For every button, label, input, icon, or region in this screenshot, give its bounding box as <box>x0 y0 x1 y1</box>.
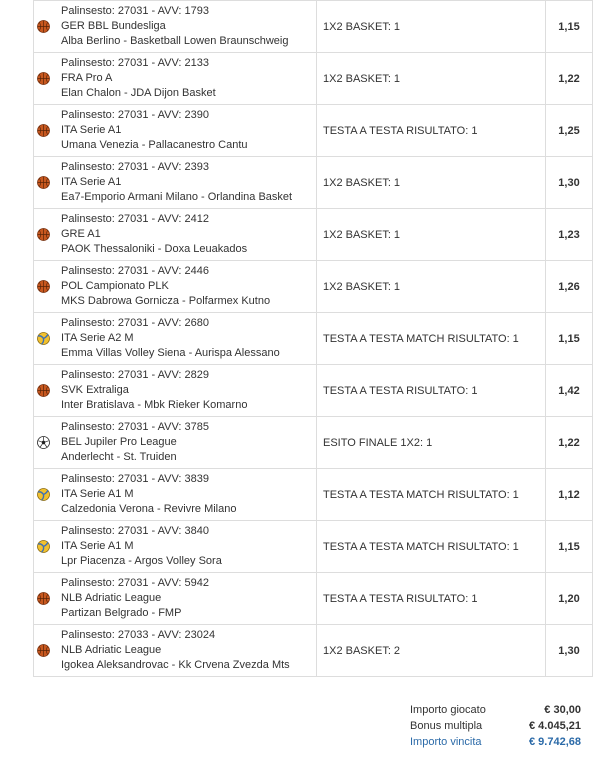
league-text: ITA Serie A2 M <box>61 332 134 344</box>
event-cell <box>34 469 317 521</box>
bet-type-cell <box>317 469 546 521</box>
bet-row <box>34 261 593 313</box>
bet-row <box>34 53 593 105</box>
basketball-icon <box>37 644 50 657</box>
bet-slip-table <box>33 0 593 677</box>
event-cell <box>34 209 317 261</box>
odd-cell <box>546 105 593 157</box>
event-cell <box>34 1 317 53</box>
odd-cell <box>546 469 593 521</box>
bonus-multipla-label: Bonus multipla <box>410 720 483 732</box>
odd-value: 1,15 <box>558 540 580 553</box>
bet-type-text: TESTA A TESTA MATCH RISULTATO: 1 <box>323 332 519 345</box>
odd-cell <box>546 261 593 313</box>
odd-cell <box>546 53 593 105</box>
league-text: GRE A1 <box>61 228 101 240</box>
palinsesto-text: Palinsesto: 27031 - AVV: 2446 <box>61 265 209 277</box>
bet-type-cell <box>317 157 546 209</box>
palinsesto-text: Palinsesto: 27031 - AVV: 5942 <box>61 577 209 589</box>
league-text: SVK Extraliga <box>61 384 129 396</box>
odd-value: 1,20 <box>558 592 580 605</box>
bet-row <box>34 313 593 365</box>
importo-giocato-value: € 30,00 <box>544 704 581 716</box>
bet-row <box>34 417 593 469</box>
bet-row <box>34 157 593 209</box>
bet-type-cell <box>317 365 546 417</box>
odd-value: 1,22 <box>558 436 580 449</box>
importo-vincita-value: € 9.742,68 <box>529 736 581 748</box>
bet-type-text: 1X2 BASKET: 1 <box>323 228 401 241</box>
event-cell <box>34 365 317 417</box>
bet-type-cell <box>317 105 546 157</box>
palinsesto-text: Palinsesto: 27031 - AVV: 2680 <box>61 317 209 329</box>
match-text: Emma Villas Volley Siena - Aurispa Alessano <box>61 347 280 359</box>
league-text: FRA Pro A <box>61 72 113 84</box>
event-cell <box>34 313 317 365</box>
odd-cell <box>546 1 593 53</box>
bet-row <box>34 469 593 521</box>
match-text: Umana Venezia - Pallacanestro Cantu <box>61 139 248 151</box>
basketball-icon <box>37 176 50 189</box>
odd-cell <box>546 313 593 365</box>
bet-type-text: 1X2 BASKET: 1 <box>323 72 401 85</box>
palinsesto-text: Palinsesto: 27031 - AVV: 2412 <box>61 213 209 225</box>
palinsesto-text: Palinsesto: 27031 - AVV: 3785 <box>61 421 209 433</box>
match-text: Ea7-Emporio Armani Milano - Orlandina Basket <box>61 191 293 203</box>
bet-type-text: TESTA A TESTA RISULTATO: 1 <box>323 384 478 397</box>
odd-cell <box>546 417 593 469</box>
bet-type-cell <box>317 521 546 573</box>
match-text: Igokea Aleksandrovac - Kk Crvena Zvezda Mts <box>61 659 290 671</box>
bet-row <box>34 625 593 677</box>
event-cell <box>34 625 317 677</box>
bet-type-text: 1X2 BASKET: 1 <box>323 20 401 33</box>
palinsesto-text: Palinsesto: 27031 - AVV: 2829 <box>61 369 209 381</box>
bet-type-text: 1X2 BASKET: 1 <box>323 176 401 189</box>
bet-type-text: TESTA A TESTA RISULTATO: 1 <box>323 592 478 605</box>
summary-row-vincita <box>410 734 581 750</box>
league-text: POL Campionato PLK <box>61 280 169 292</box>
bet-row <box>34 1 593 53</box>
odd-value: 1,26 <box>558 280 580 293</box>
bet-type-cell <box>317 625 546 677</box>
palinsesto-text: Palinsesto: 27031 - AVV: 3840 <box>61 525 209 537</box>
league-text: ITA Serie A1 <box>61 176 122 188</box>
palinsesto-text: Palinsesto: 27031 - AVV: 1793 <box>61 5 209 17</box>
league-text: GER BBL Bundesliga <box>61 20 166 32</box>
odd-value: 1,30 <box>558 644 580 657</box>
match-text: Alba Berlino - Basketball Lowen Braunschweig <box>61 35 289 47</box>
volleyball-icon <box>37 488 50 501</box>
basketball-icon <box>37 228 50 241</box>
basketball-icon <box>37 20 50 33</box>
league-text: ITA Serie A1 M <box>61 488 134 500</box>
match-text: Calzedonia Verona - Revivre Milano <box>61 503 237 515</box>
league-text: BEL Jupiler Pro League <box>61 436 177 448</box>
bet-row <box>34 573 593 625</box>
match-text: Partizan Belgrado - FMP <box>61 607 182 619</box>
event-cell <box>34 261 317 313</box>
match-text: PAOK Thessaloniki - Doxa Leuakados <box>61 243 248 255</box>
bonus-multipla-value: € 4.045,21 <box>529 720 581 732</box>
bet-type-text: TESTA A TESTA MATCH RISULTATO: 1 <box>323 488 519 501</box>
event-cell <box>34 573 317 625</box>
league-text: ITA Serie A1 M <box>61 540 134 552</box>
bet-type-cell <box>317 261 546 313</box>
bet-row <box>34 105 593 157</box>
odd-cell <box>546 521 593 573</box>
basketball-icon <box>37 592 50 605</box>
bet-type-text: TESTA A TESTA MATCH RISULTATO: 1 <box>323 540 519 553</box>
palinsesto-text: Palinsesto: 27033 - AVV: 23024 <box>61 629 216 641</box>
basketball-icon <box>37 72 50 85</box>
odd-value: 1,15 <box>558 20 580 33</box>
bet-type-text: 1X2 BASKET: 2 <box>323 644 401 657</box>
bet-type-cell <box>317 573 546 625</box>
league-text: ITA Serie A1 <box>61 124 122 136</box>
bet-summary <box>410 702 581 750</box>
match-text: MKS Dabrowa Gornicza - Polfarmex Kutno <box>61 295 271 307</box>
event-cell <box>34 105 317 157</box>
bet-row <box>34 209 593 261</box>
bet-type-cell <box>317 417 546 469</box>
league-text: NLB Adriatic League <box>61 644 162 656</box>
odd-value: 1,25 <box>558 124 580 137</box>
soccer-icon <box>37 436 50 449</box>
event-cell <box>34 417 317 469</box>
odd-value: 1,42 <box>558 384 580 397</box>
odd-cell <box>546 573 593 625</box>
importo-vincita-label: Importo vincita <box>410 736 482 748</box>
basketball-icon <box>37 280 50 293</box>
bet-type-text: TESTA A TESTA RISULTATO: 1 <box>323 124 478 137</box>
odd-cell <box>546 365 593 417</box>
basketball-icon <box>37 124 50 137</box>
match-text: Anderlecht - St. Truiden <box>61 451 177 463</box>
odd-value: 1,22 <box>558 72 580 85</box>
match-text: Elan Chalon - JDA Dijon Basket <box>61 87 216 99</box>
summary-row-importo-giocato <box>410 702 581 718</box>
importo-giocato-label: Importo giocato <box>410 704 486 716</box>
volleyball-icon <box>37 540 50 553</box>
volleyball-icon <box>37 332 50 345</box>
odd-value: 1,23 <box>558 228 580 241</box>
event-cell <box>34 521 317 573</box>
palinsesto-text: Palinsesto: 27031 - AVV: 2390 <box>61 109 209 121</box>
match-text: Lpr Piacenza - Argos Volley Sora <box>61 555 222 567</box>
event-cell <box>34 157 317 209</box>
bet-slip-body <box>34 1 593 677</box>
odd-cell <box>546 209 593 261</box>
match-text: Inter Bratislava - Mbk Rieker Komarno <box>61 399 248 411</box>
bet-row <box>34 365 593 417</box>
palinsesto-text: Palinsesto: 27031 - AVV: 2393 <box>61 161 209 173</box>
bet-type-cell <box>317 209 546 261</box>
palinsesto-text: Palinsesto: 27031 - AVV: 2133 <box>61 57 209 69</box>
bet-type-text: ESITO FINALE 1X2: 1 <box>323 436 433 449</box>
bet-type-cell <box>317 313 546 365</box>
odd-value: 1,30 <box>558 176 580 189</box>
bet-type-cell <box>317 1 546 53</box>
basketball-icon <box>37 384 50 397</box>
palinsesto-text: Palinsesto: 27031 - AVV: 3839 <box>61 473 209 485</box>
event-cell <box>34 53 317 105</box>
bet-type-cell <box>317 53 546 105</box>
odd-value: 1,15 <box>558 332 580 345</box>
summary-row-bonus <box>410 718 581 734</box>
odd-value: 1,12 <box>558 488 580 501</box>
odd-cell <box>546 157 593 209</box>
league-text: NLB Adriatic League <box>61 592 162 604</box>
bet-type-text: 1X2 BASKET: 1 <box>323 280 401 293</box>
odd-cell <box>546 625 593 677</box>
bet-row <box>34 521 593 573</box>
